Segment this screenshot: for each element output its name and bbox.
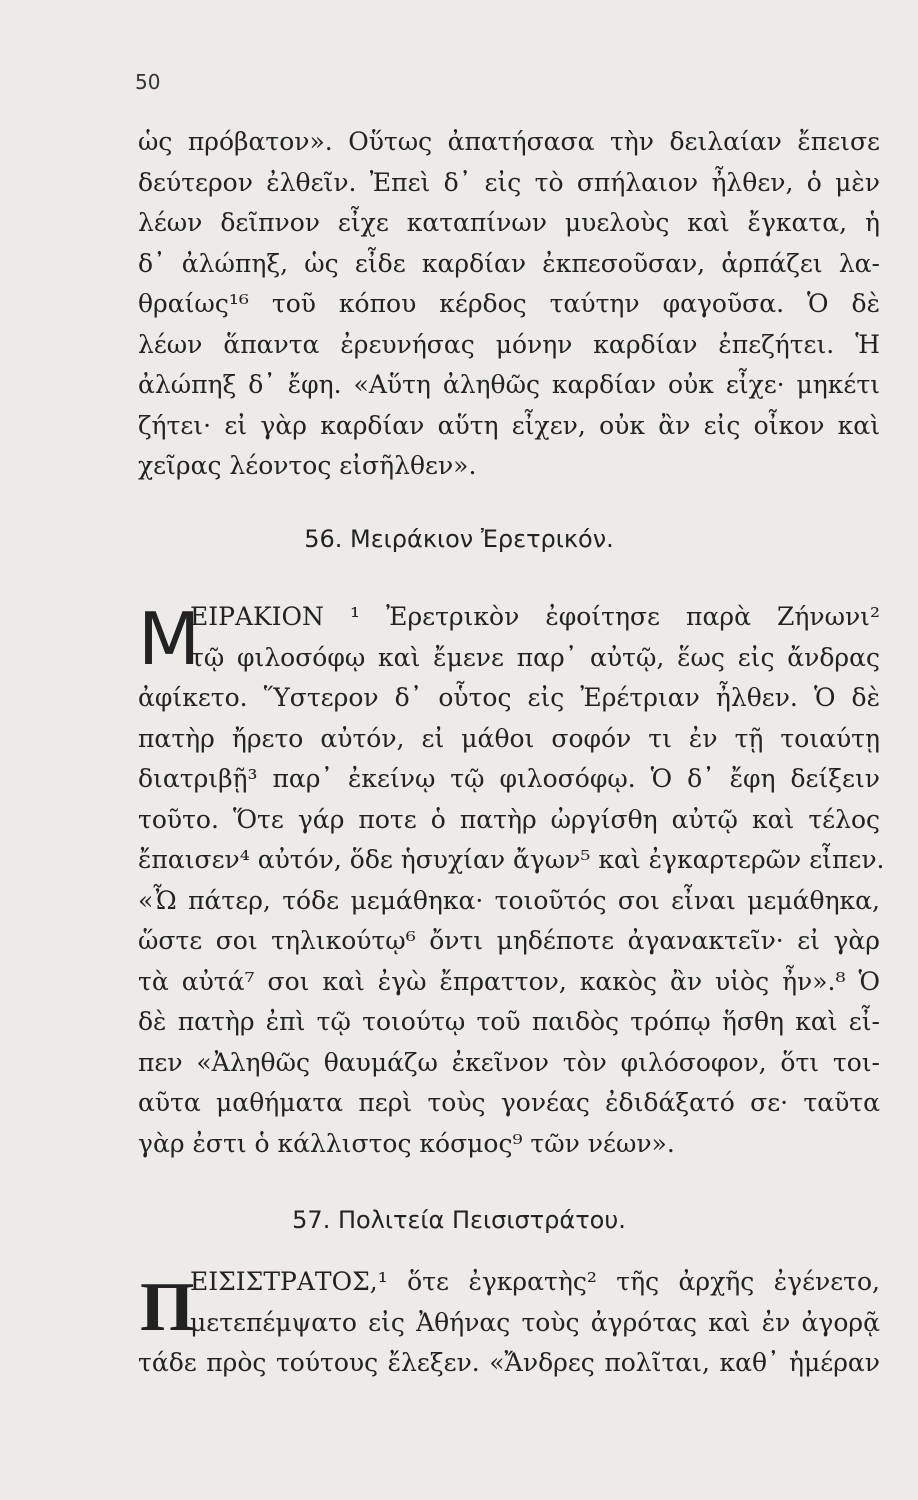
text-line-second: μετεπέμψατο εἰς Ἀθήνας τοὺς ἀγρότας καὶ ἐν ἀγορᾷ bbox=[190, 1307, 880, 1337]
text-line: θραίως¹⁶ τοῦ κόπου κέρδος ταύτην φαγοῦσα. Ὁ δὲ bbox=[138, 289, 880, 318]
section-heading-57: 57. Πολιτεία Πεισιστράτου. bbox=[292, 1206, 626, 1234]
section-57-body bbox=[138, 1262, 880, 1384]
text-line: πεν «Ἀληθῶς θαυμάζω ἐκεῖνον τὸν φιλόσοφον, ὅτι τοι- bbox=[138, 1047, 880, 1077]
text-line: γὰρ ἐστι ὁ κάλλιστος κόσμος⁹ τῶν νέων». bbox=[138, 1128, 675, 1158]
text-line: διατριβῇ³ παρ᾽ ἐκείνῳ τῷ φιλοσόφῳ. Ὁ δ᾽ ἔφη δείξειν bbox=[138, 764, 880, 793]
text-line-first: ΕΙΣΙΣΤΡΑΤΟΣ,¹ ὅτε ἐγκρατὴς² τῆς ἀρχῆς ἐγένετο, bbox=[190, 1267, 880, 1296]
text-line: πατὴρ ἤρετο αὐτόν, εἰ μάθοι σοφόν τι ἐν τῇ τοιαύτῃ bbox=[138, 723, 880, 753]
text-line: ὥστε σοι τηλικούτῳ⁶ ὄντι μηδέποτε ἀγανακτεῖν· εἰ γὰρ bbox=[138, 926, 880, 955]
text-line: τάδε πρὸς τούτους ἔλεξεν. «Ἄνδρες πολῖται, καθ᾽ ἡμέραν bbox=[138, 1348, 880, 1377]
text-line-second: τῷ φιλοσόφῳ καὶ ἔμενε παρ᾽ αὐτῷ, ἕως εἰς ἄνδρας bbox=[190, 642, 880, 672]
text-line: «Ὦ πάτερ, τόδε μεμάθηκα· τοιοῦτός σοι εἶναι μεμάθηκα, bbox=[138, 885, 880, 915]
text-line: λέων δεῖπνον εἶχε καταπίνων μυελοὺς καὶ ἔγκατα, ἡ bbox=[138, 208, 880, 237]
section-56-body bbox=[138, 597, 885, 1164]
text-line: ὡς πρόβατον». Οὕτως ἀπατήσασα τὴν δειλαίαν ἔπεισε bbox=[138, 127, 880, 156]
drop-cap: Π bbox=[140, 1269, 195, 1346]
text-line: δ᾽ ἀλώπηξ, ὡς εἶδε καρδίαν ἐκπεσοῦσαν, ἁρπάζει λα- bbox=[138, 248, 880, 278]
text-line: τὰ αὐτά⁷ σοι καὶ ἐγὼ ἔπραττον, κακὸς ἂν υἱὸς ἦν».⁸ Ὁ bbox=[138, 966, 880, 996]
text-line: ἀλώπηξ δ᾽ ἔφη. «Αὕτη ἀληθῶς καρδίαν οὐκ εἶχε· μηκέτι bbox=[138, 370, 880, 399]
text-line: αῦτα μαθήματα περὶ τοὺς γονέας ἐδιδάξατό σε· ταῦτα bbox=[138, 1088, 880, 1117]
text-line-first: ΕΙΡΑΚΙΟΝ ¹ Ἐρετρικὸν ἐφοίτησε παρὰ Ζήνωνι² bbox=[190, 602, 880, 631]
paragraph-fox-lion bbox=[138, 122, 880, 487]
page-number: 50 bbox=[135, 70, 161, 94]
section-heading-56: 56. Μειράκιον Ἐρετρικόν. bbox=[304, 525, 614, 553]
drop-cap: Μ bbox=[138, 597, 201, 681]
text-line: ἔπαισεν⁴ αὐτόν, ὅδε ἡσυχίαν ἄγων⁵ καὶ ἐγκαρτερῶν εἶπεν. bbox=[138, 845, 885, 874]
text-line: δὲ πατὴρ ἐπὶ τῷ τοιούτῳ τοῦ παιδὸς τρόπῳ ἥσθη καὶ εἶ- bbox=[138, 1007, 880, 1036]
text-line: χεῖρας λέοντος εἰσῆλθεν». bbox=[138, 451, 477, 480]
text-line: δεύτερον ἐλθεῖν. Ἐπεὶ δ᾽ εἰς τὸ σπήλαιον ἦλθεν, ὁ μὲν bbox=[138, 167, 880, 197]
text-line: ζήτει· εἰ γὰρ καρδίαν αὕτη εἶχεν, οὐκ ἂν εἰς οἶκον καὶ bbox=[138, 410, 880, 440]
text-line: λέων ἅπαντα ἐρευνήσας μόνην καρδίαν ἐπεζήτει. Ἡ bbox=[138, 329, 880, 359]
text-line: ἀφίκετο. Ὕστερον δ᾽ οὗτος εἰς Ἐρέτριαν ἦλθεν. Ὁ δὲ bbox=[138, 683, 880, 712]
text-line: τοῦτο. Ὅτε γάρ ποτε ὁ πατὴρ ὠργίσθη αὐτῷ καὶ τέλος bbox=[138, 804, 880, 834]
